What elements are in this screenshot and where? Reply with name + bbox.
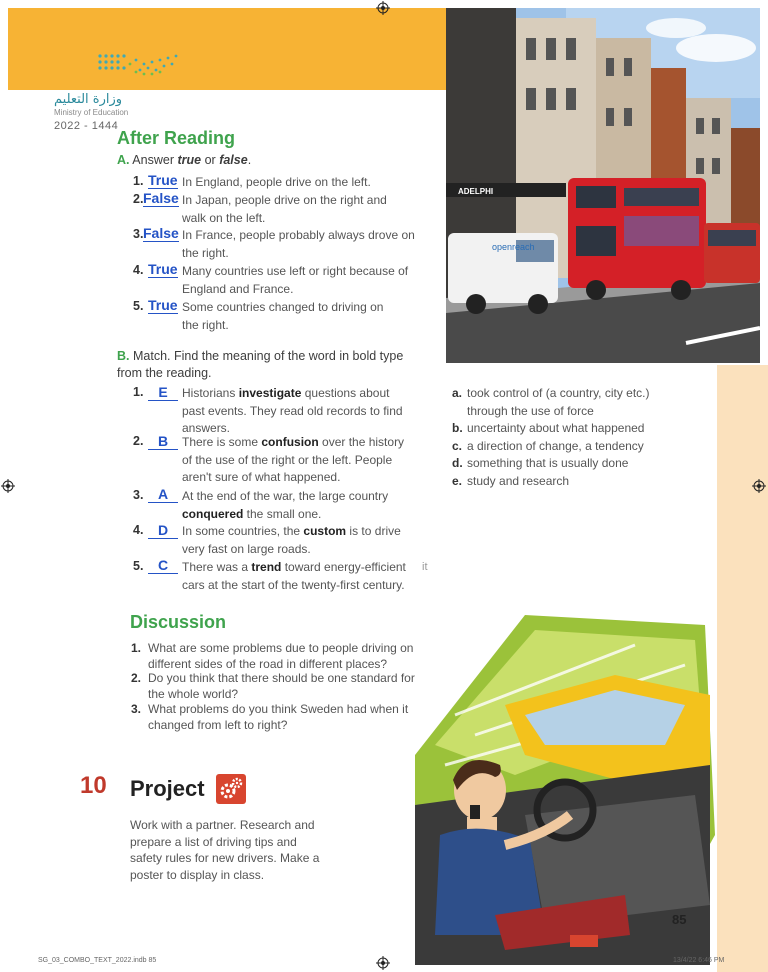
definition-text: took control of (a country, city etc.) through the use of force bbox=[467, 386, 650, 418]
item-number: 2. bbox=[133, 434, 144, 448]
ministry-name-english: Ministry of Education bbox=[54, 108, 129, 117]
question-number: 2. bbox=[131, 671, 142, 685]
registration-mark-icon bbox=[376, 1, 390, 15]
question-number: 3. bbox=[131, 702, 142, 716]
definition-item bbox=[452, 473, 692, 491]
bold-word: confusion bbox=[261, 435, 319, 449]
sentence-pre: There is some bbox=[182, 435, 262, 449]
sentence-pre: Historians bbox=[182, 386, 239, 400]
word-true: true bbox=[177, 153, 202, 167]
driver-illustration bbox=[395, 605, 715, 965]
sentence-post: toward energy-efficient cars at the start of the twenty-first century. bbox=[182, 560, 406, 592]
footer-file-name: SG_03_COMBO_TEXT_2022.indb 85 bbox=[38, 957, 157, 964]
handwritten-answer: C bbox=[148, 557, 178, 574]
bold-word: investigate bbox=[238, 386, 302, 400]
handwritten-answer: True bbox=[148, 172, 178, 188]
definition-item bbox=[452, 420, 692, 438]
ministry-name-arabic: وزارة التعليم bbox=[54, 92, 123, 107]
footer-timestamp: 13/4/22 6:46 PM bbox=[673, 957, 725, 964]
handwritten-answer: E bbox=[148, 384, 178, 401]
sentence-post: questions about past events. They read old records to find answers. bbox=[182, 386, 403, 435]
instruction-answer: Answer bbox=[132, 153, 174, 167]
item-number: 2. bbox=[133, 192, 144, 206]
sentence-pre: In some countries, the bbox=[182, 524, 304, 538]
definition-text: study and research bbox=[467, 473, 570, 488]
discussion-heading: Discussion bbox=[130, 612, 227, 632]
discussion-question bbox=[131, 701, 418, 733]
item-number: 1. bbox=[133, 385, 144, 399]
project-number: 10 bbox=[80, 772, 107, 799]
page-number: 85 bbox=[672, 912, 687, 927]
definition-text: uncertainty about what happened bbox=[467, 421, 645, 435]
handwritten-answer: False bbox=[143, 225, 179, 241]
section-a-letter: A. bbox=[117, 153, 130, 167]
handwritten-answer: A bbox=[148, 486, 178, 503]
item-number: 3. bbox=[133, 488, 144, 502]
sentence-post: the small one. bbox=[243, 506, 322, 521]
handwritten-answer: D bbox=[148, 522, 178, 539]
ministry-logo-icon bbox=[96, 52, 180, 78]
registration-mark-icon bbox=[376, 956, 390, 970]
section-b-instruction-text: Match. Find the meaning of the word in bold type from the reading. bbox=[117, 349, 404, 380]
project-description: Work with a partner. Research and prepare a list of driving tips and safety rules for new drivers. Make a poster to display in class. bbox=[130, 818, 320, 882]
statement-text: In England, people drive on the left. bbox=[182, 175, 371, 189]
definition-letter: a. bbox=[452, 386, 463, 400]
van-logo-text: openreach bbox=[492, 242, 535, 252]
sentence-pre: There was a bbox=[182, 560, 252, 574]
adelphi-sign: ADELPHI bbox=[458, 187, 494, 196]
definition-item bbox=[452, 455, 692, 473]
word-or: or bbox=[204, 153, 216, 167]
sentence-pre: At the end of the war, the large country bbox=[182, 489, 389, 503]
sentence-text bbox=[182, 523, 414, 558]
word-false: false bbox=[219, 153, 248, 167]
after-reading-heading: After Reading bbox=[117, 128, 236, 148]
sentence-text bbox=[182, 385, 407, 438]
sentence-text bbox=[182, 434, 414, 487]
handwritten-answer: True bbox=[148, 261, 178, 277]
question-text: Do you think that there should be one standard for the whole world? bbox=[148, 671, 415, 701]
bold-word: conquered bbox=[182, 506, 244, 521]
gears-icon bbox=[216, 774, 246, 804]
sentence-text bbox=[182, 559, 417, 594]
project-title: Project bbox=[130, 776, 205, 801]
year-label: 2022 - 1444 bbox=[54, 120, 119, 132]
definition-letter: e. bbox=[452, 473, 463, 488]
section-a-instruction: A. Answer true or false. bbox=[117, 153, 252, 167]
london-street-photo bbox=[446, 8, 760, 363]
question-number: 1. bbox=[131, 641, 142, 655]
handwritten-answer: B bbox=[148, 433, 178, 450]
item-number: 4. bbox=[133, 263, 144, 277]
item-number: 4. bbox=[133, 523, 144, 537]
definitions-list bbox=[452, 385, 692, 490]
sentence-text bbox=[182, 488, 414, 523]
definition-item bbox=[452, 438, 692, 456]
section-b-instruction bbox=[117, 348, 417, 382]
definition-item bbox=[452, 385, 692, 420]
discussion-question bbox=[131, 640, 430, 672]
definition-letter: d. bbox=[452, 456, 463, 470]
handwritten-answer: False bbox=[143, 190, 179, 206]
definition-text: something that is usually done bbox=[467, 456, 629, 470]
definition-letter: b. bbox=[452, 421, 463, 435]
definition-letter: c. bbox=[452, 438, 463, 453]
item-number: 1. bbox=[133, 174, 144, 188]
bold-word: custom bbox=[303, 524, 347, 538]
side-color-strip bbox=[717, 365, 768, 972]
bold-word: trend bbox=[251, 560, 282, 574]
question-text: What are some problems due to people driving on different sides of the road in different places? bbox=[148, 641, 414, 671]
item-number: 5. bbox=[133, 299, 144, 313]
section-b-letter: B. bbox=[117, 349, 130, 363]
statement-text: Many countries use left or right because of England and France. bbox=[182, 264, 409, 296]
discussion-question bbox=[131, 670, 430, 702]
statement-text: In France, people probably always drove on the right. bbox=[182, 228, 415, 260]
question-text: What problems do you think Sweden had when it changed from left to right? bbox=[148, 702, 409, 732]
header-orange-band bbox=[8, 8, 448, 90]
stray-mark: it bbox=[422, 561, 428, 573]
statement-text: In Japan, people drive on the right and walk on the left. bbox=[182, 193, 387, 225]
sentence-post: over the history of the use of the right or the left. People aren't sure of what happened. bbox=[182, 435, 405, 484]
registration-mark-icon bbox=[752, 479, 766, 493]
registration-mark-icon bbox=[1, 479, 15, 493]
handwritten-answer: True bbox=[148, 297, 178, 313]
item-number: 5. bbox=[133, 559, 144, 573]
item-number: 3. bbox=[133, 227, 144, 241]
statement-text: Some countries changed to driving on the right. bbox=[182, 300, 384, 332]
sentence-post: is to drive very fast on large roads. bbox=[182, 524, 401, 556]
definition-text: a direction of change, a tendency bbox=[467, 438, 644, 453]
